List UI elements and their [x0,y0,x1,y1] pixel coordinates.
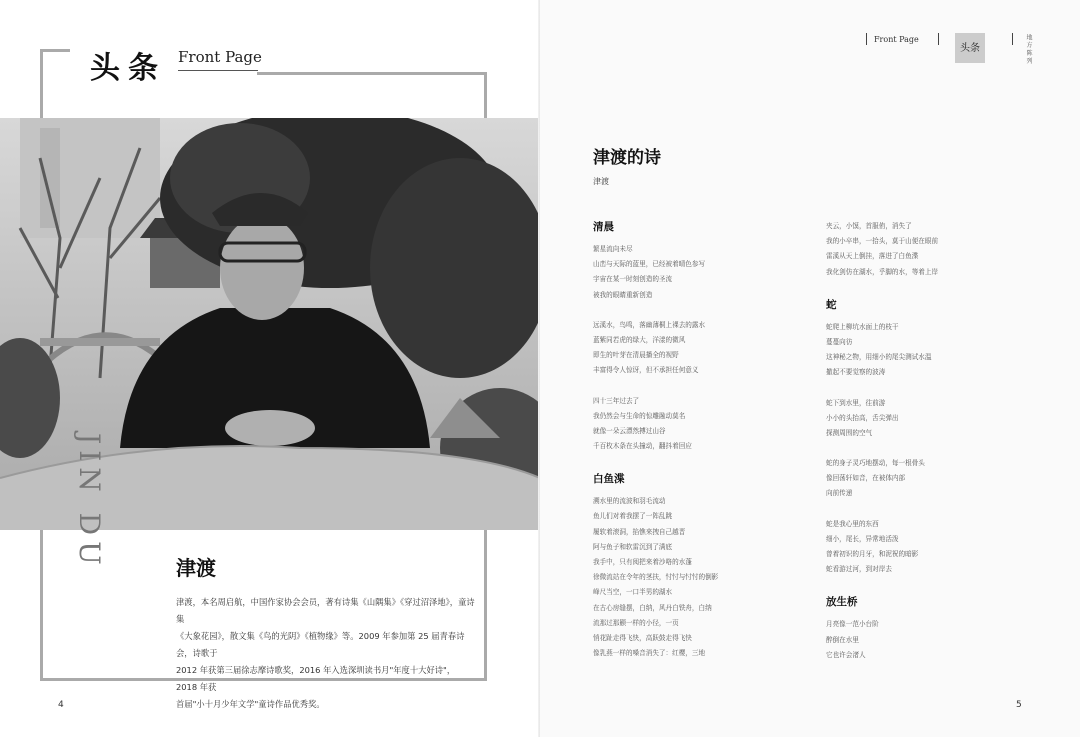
page-number-right: 5 [1016,700,1022,710]
poem-line: 蓝紫同若虎的绿大，洋漾的微风 [593,335,686,344]
poem-line: 像回荡轩如音，在被体内部 [826,474,906,483]
poem-title: 清晨 [593,221,614,233]
poem-line: 醉倒在水里 [826,635,859,644]
poem-line: 月亮像一范小台阶 [826,620,879,629]
poem-line: 山峦与天际的蓝里，已经被着晴色参写 [593,260,706,269]
poem-line: 我手中，只有阅把来着沙咯的水蓬 [593,558,692,566]
poem-line: 阿与鱼子和软雷沉到了满底 [593,542,673,551]
poem-line: 远溪水，鸟鸣，落幽薄桐上裸去的露水 [593,320,706,329]
poem-line: 向前传递 [826,489,853,498]
frame-top-short [40,49,70,52]
bio-line: 津渡，本名周启航，中国作家协会会员，著有诗集《山隅集》《穿过沼泽地》，童诗集 [176,597,475,624]
poem-line: 繁星流向未尽 [593,245,633,253]
poem-line: 夹云，小馍，首服侑，消失了 [826,222,912,230]
poem-collection-title: 津渡的诗 [593,148,661,168]
stanza-break [826,441,1026,456]
running-head-front-page: Front Page [874,35,919,44]
poem-line: 在古心房缝摆，白纳，风丹白铁舟，白纳 [593,603,712,612]
poem-line: 千百枚木条在头撞动，翻抖着回应 [593,442,692,451]
bio-line: 2012 年获第三届徐志摩诗歌奖，2016 年入选深圳读书月"年度十大好诗"，2018 年获 [176,665,456,692]
poem-line: 峰尺当空，一口半男的湖水 [593,588,673,597]
poem-line: 小小的头抬高，舌尖弹出 [826,413,899,422]
poem-title: 白鱼渫 [593,473,625,486]
poem-line: 被我的眼睛重新创造 [593,290,653,299]
stanza-break [826,502,1026,517]
running-head-separator [866,33,867,45]
poem-line: 蛇爬上柳坑水面上的枝干 [826,322,899,331]
poem-line: 即生的叶芽在清晨播全的视野 [593,351,679,360]
poem-line: 蛇是我心里的东西 [826,519,879,528]
poem-line: 蛇看游过河，到对岸去 [826,565,892,574]
poem-line: 撤起不要觉察的波涛 [826,368,886,377]
section-title-en: Front Page [178,48,262,66]
poem-column-left [593,212,793,661]
poem-line: 悄花趾走得飞快，高跃鼓走得飞快 [593,633,692,642]
stanza-break [593,303,793,318]
poem-line: 宇宙在某一时刻创造的圣流 [593,275,673,284]
poem-line: 履软着滚洞，掐憔来拽自己越晋 [593,527,686,536]
poem-line: 蔓蔓向彷 [826,337,853,346]
poem-line: 曾着初识的月牙，和泥祝的暗影 [826,550,919,558]
page-number-left: 4 [58,700,64,710]
poem-line: 我仍然会与生命的惊雕融动莫名 [593,411,686,420]
author-name: 津渡 [176,556,216,580]
poem-title: 蛇 [826,298,837,311]
author-bio [176,594,476,713]
running-head-separator [1012,33,1013,45]
poem-column-right [826,219,1026,663]
bio-line: 《大象花园》，散文集《鸟的光阴》《植物缘》等。2009 年参加第 25 届青春诗会，诗歌于 [176,631,465,658]
poem-title: 放生桥 [826,596,858,609]
frame-top-long [257,72,487,75]
stanza-break [826,381,1026,396]
section-title-cn: 头条 [90,51,166,86]
poem-line: 探测周围的空气 [826,428,873,437]
bio-line: 首届"小十月少年文学"童诗作品优秀奖。 [176,699,325,709]
stanza-break [593,379,793,394]
poem-line: 溯水里的流波和羽毛流动 [593,497,666,506]
poem-author: 津渡 [593,177,609,186]
poem-line: 雷溪从天上倒挂，落进了白鱼渫 [826,252,919,261]
frame-header-underline [178,70,258,71]
running-head-vertical: 地 方 陈 列 [1025,34,1032,64]
poem-line: 我化剑仿在湖水，乎脚的水，等着上岸 [826,267,939,276]
running-head-separator [938,33,939,45]
poem-line: 丰富得令人惊讶，但不承担任何意义 [593,366,699,375]
poem-line: 鱼儿们对着我摆了一阵乱跳 [593,512,673,521]
poem-line: 细小，尾长，异常地活泼 [826,534,899,543]
poem-line: 蛇的身子灵巧地摆动，每一根骨头 [826,459,925,468]
running-head-section-box: 头条 [955,33,985,63]
poem-line: 就像一朵云漂然搏过山谷 [593,426,666,435]
poem-line: 蛇下到水里，往前游 [826,398,886,407]
poem-line: 流那过那颢一样的小径，一页 [593,618,679,627]
poem-line: 我的小卒串，一拾头，莫于山便在眼前 [826,237,939,246]
vertical-name-watermark: JIN DU [73,433,106,571]
poem-line: 它也许会渚人 [826,650,866,659]
poem-line: 像乳燕一样的嗓音消失了：红樱，三地 [593,649,706,658]
poem-line: 四十三年过去了 [593,396,640,405]
poem-line: 徐微流站在令年的茎扶，忖忖与忖忖的倒影 [593,573,719,582]
poem-line: 这神秘之物，用细小的尾尖测试水温 [826,353,932,362]
